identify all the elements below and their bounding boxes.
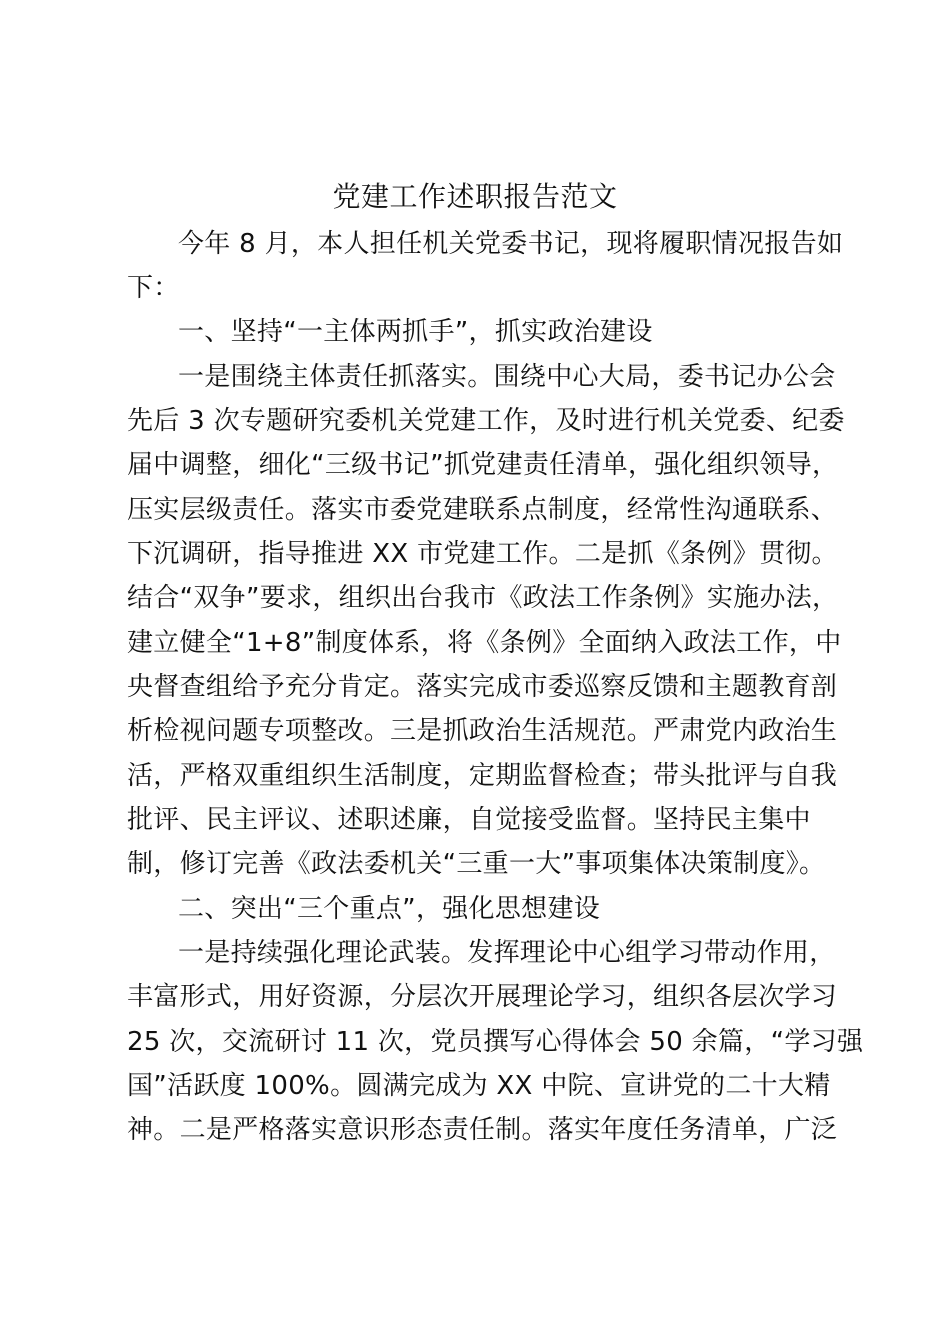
paragraph-line: 丰富形式，用好资源，分层次开展理论学习，组织各层次学习 (127, 982, 838, 1012)
section-heading: 一、坚持“一主体两抓手”，抓实政治建设 (178, 317, 653, 347)
section-heading: 二、突出“三个重点”，强化思想建设 (178, 894, 601, 924)
paragraph-line: 一是围绕主体责任抓落实。围绕中心大局，委书记办公会 (178, 362, 836, 392)
paragraph-line: 析检视问题专项整改。三是抓政治生活规范。严肃党内政治生 (127, 716, 838, 746)
paragraph-line: 结合“双争”要求，组织出台我市《政法工作条例》实施办法， (127, 583, 839, 613)
paragraph-line: 下： (127, 273, 180, 303)
paragraph-line: 下沉调研，指导推进 XX 市党建工作。二是抓《条例》贯彻。 (127, 539, 838, 569)
paragraph-line: 批评、民主评议、述职述廉，自觉接受监督。坚持民主集中 (127, 805, 811, 835)
paragraph-line: 届中调整，细化“三级书记”抓党建责任清单，强化组织领导， (127, 450, 839, 480)
paragraph-line: 先后 3 次专题研究委机关党建工作，及时进行机关党委、纪委 (127, 406, 845, 436)
paragraph-line: 制，修订完善《政法委机关“三重一大”事项集体决策制度》。 (127, 849, 826, 879)
paragraph-line: 建立健全“1+8”制度体系，将《条例》全面纳入政法工作，中 (127, 628, 842, 658)
paragraph-line: 压实层级责任。落实市委党建联系点制度，经常性沟通联系、 (127, 495, 838, 525)
paragraph-line: 25 次，交流研讨 11 次，党员撰写心得体会 50 余篇，“学习强 (127, 1027, 864, 1057)
document-title: 党建工作述职报告范文 (332, 180, 618, 213)
paragraph-line: 央督查组给予充分肯定。落实完成市委巡察反馈和主题教育剖 (127, 672, 838, 702)
paragraph-line: 活，严格双重组织生活制度，定期监督检查；带头批评与自我 (127, 761, 838, 791)
paragraph-line: 国”活跃度 100%。圆满完成为 XX 中院、宣讲党的二十大精 (127, 1071, 831, 1101)
paragraph-line: 今年 8 月，本人担任机关党委书记，现将履职情况报告如 (178, 229, 844, 259)
paragraph-line: 一是持续强化理论武装。发挥理论中心组学习带动作用， (178, 938, 836, 968)
paragraph-line: 神。二是严格落实意识形态责任制。落实年度任务清单，广泛 (127, 1115, 838, 1145)
